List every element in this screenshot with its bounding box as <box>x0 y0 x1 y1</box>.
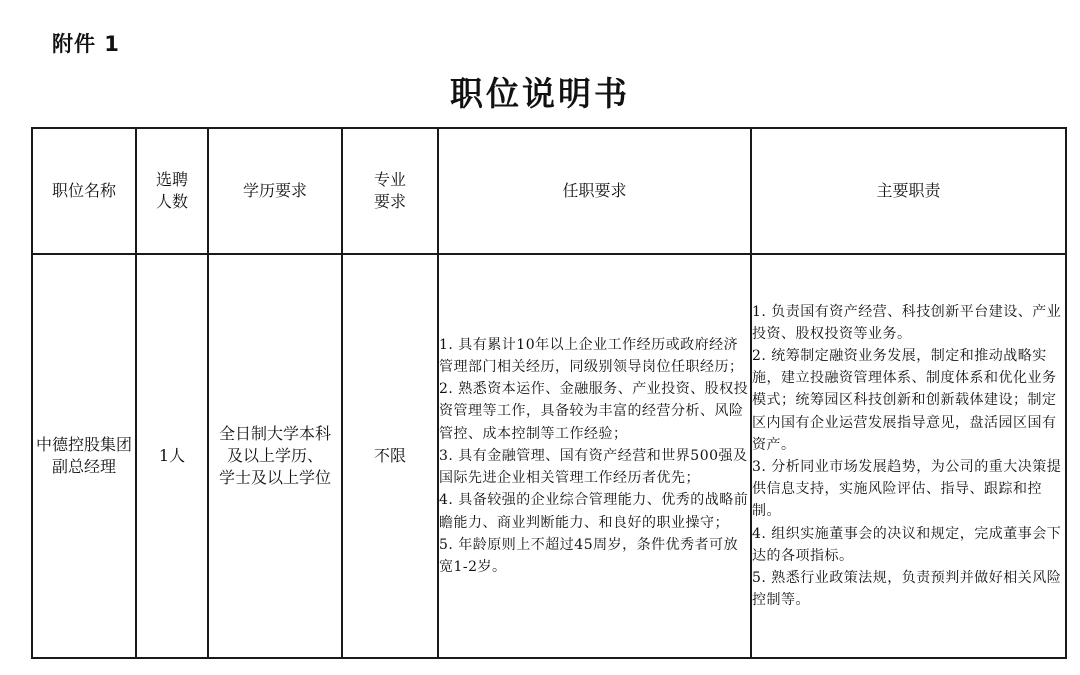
qualification-item-5: 5. 年龄原则上不超过45周岁，条件优秀者可放宽1-2岁。 <box>439 536 739 575</box>
qualifications-list <box>439 334 750 578</box>
responsibility-item-1: 1. 负责国有资产经营、科技创新平台建设、产业投资、股权投资等业务。 <box>752 303 1062 342</box>
qualification-item-4: 4. 具备较强的企业综合管理能力、优秀的战略前瞻能力、商业判断能力、和良好的职业操守； <box>439 492 749 531</box>
table-row <box>32 254 1066 658</box>
responsibilities-list <box>752 301 1065 612</box>
header-major: 专业 要求 <box>342 128 438 254</box>
cell-position-name: 中德控股集团副总经理 <box>32 254 136 658</box>
cell-responsibilities <box>751 254 1066 658</box>
header-qualifications: 任职要求 <box>438 128 751 254</box>
cell-education: 全日制大学本科 及以上学历、 学士及以上学位 <box>208 254 342 658</box>
responsibility-item-2: 2. 统筹制定融资业务发展，制定和推动战略实施，建立投融资管理体系、制度体系和优化业务模式；统筹园区科技创新和创新载体建设；制定区内国有企业运营发展指导意见，盘活园区国有资产。 <box>752 347 1057 453</box>
cell-hire-count: 1人 <box>136 254 208 658</box>
qualification-item-1: 1. 具有累计10年以上企业工作经历或政府经济管理部门相关经历，同级别领导岗位任职经历； <box>439 336 744 376</box>
header-education: 学历要求 <box>208 128 342 254</box>
cell-qualifications <box>438 254 751 658</box>
header-position-name: 职位名称 <box>32 128 136 254</box>
header-hire-count: 选聘 人数 <box>136 128 208 254</box>
qualification-item-2: 2. 熟悉资本运作、金融服务、产业投资、股权投资管理等工作，具备较为丰富的经营分析、风险管控、成本控制等工作经验； <box>439 381 749 442</box>
responsibility-item-4: 4. 组织实施董事会的决议和规定，完成董事会下达的各项指标。 <box>752 525 1062 564</box>
table-header-row <box>32 128 1066 254</box>
qualification-item-3: 3. 具有金融管理、国有资产经营和世界500强及国际先进企业相关管理工作经历者优先； <box>439 447 748 487</box>
position-spec-table <box>31 127 1067 659</box>
cell-major: 不限 <box>342 254 438 658</box>
responsibility-item-3: 3. 分析同业市场发展趋势，为公司的重大决策提供信息支持，实施风险评估、指导、跟踪和控制。 <box>752 459 1062 520</box>
attachment-label: 附件 1 <box>52 32 120 56</box>
header-responsibilities: 主要职责 <box>751 128 1066 254</box>
document-title: 职位说明书 <box>450 74 630 113</box>
responsibility-item-5: 5. 熟悉行业政策法规，负责预判并做好相关风险控制等。 <box>752 570 1062 609</box>
